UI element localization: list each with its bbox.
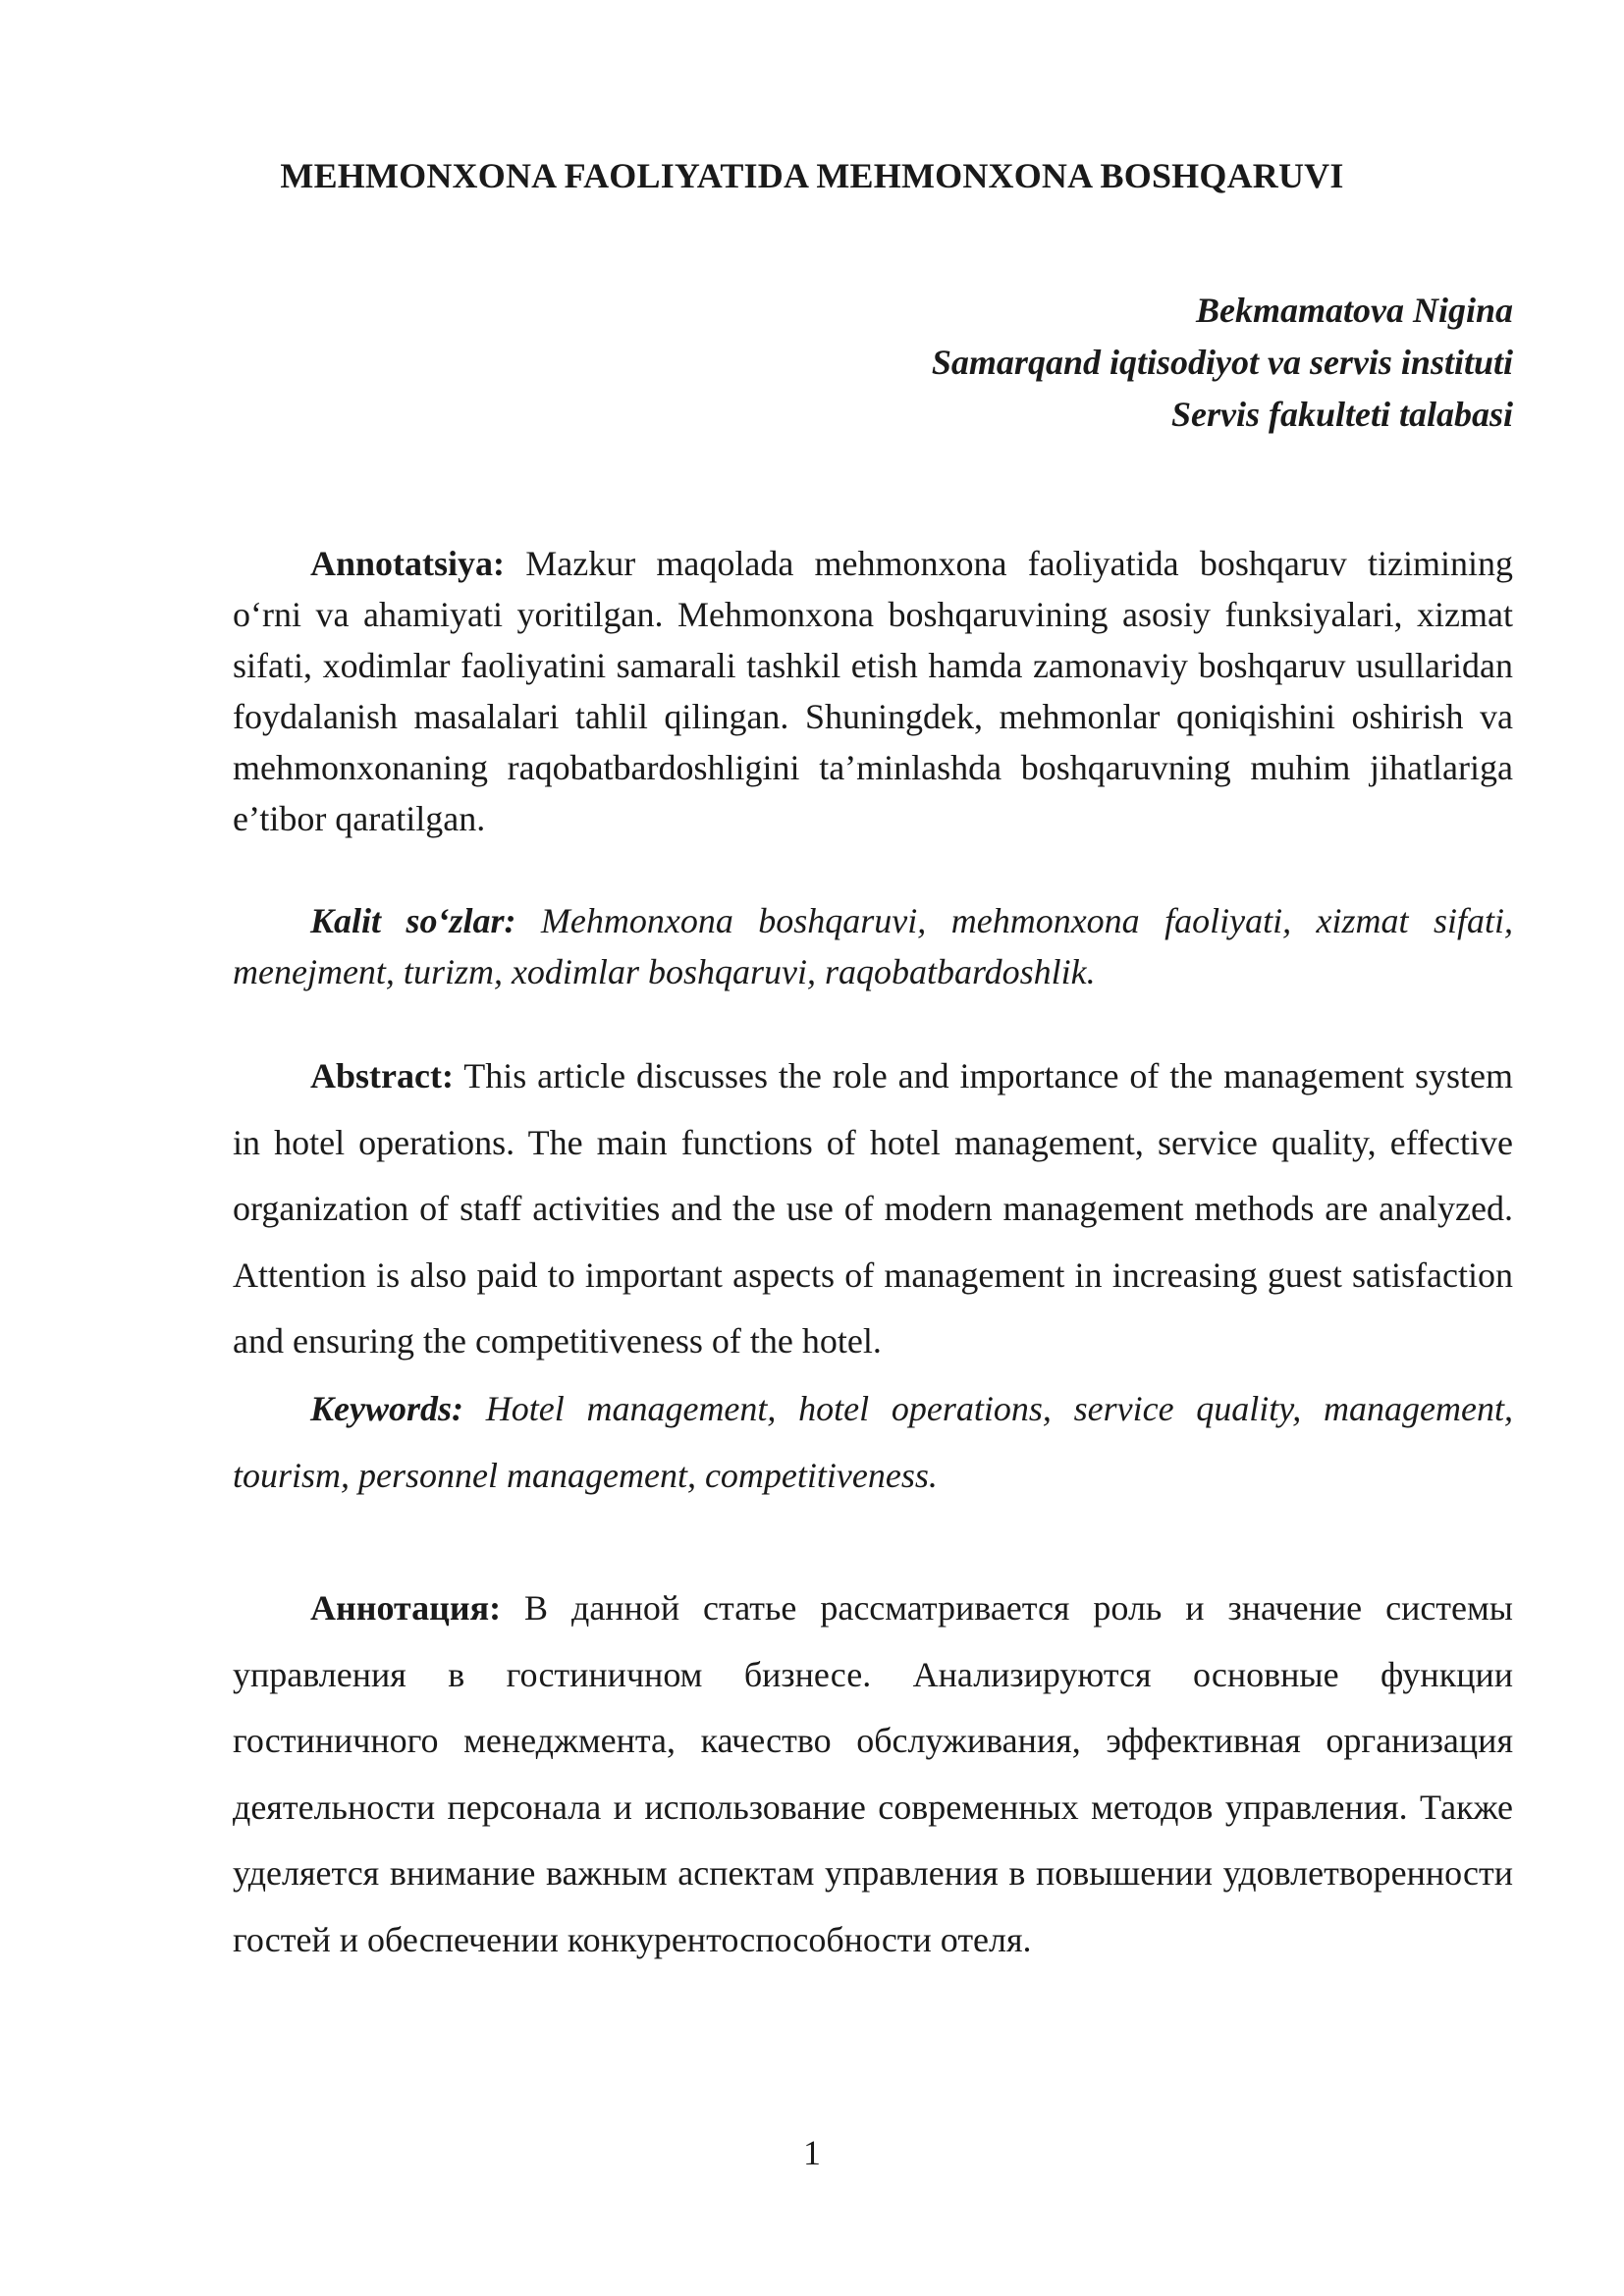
abstract-en-label: Abstract: [310, 1056, 454, 1095]
annotation-ru-paragraph [233, 1575, 1513, 1973]
author-position: Servis fakulteti talabasi [1170, 395, 1513, 434]
keywords-en-label: Keywords: [310, 1389, 463, 1428]
keywords-uz-text: Mehmonxona boshqaruvi, mehmonxona faoliyati, xizmat sifati, menejment, turizm, xodimlar boshqaruvi, raqobatbardoshlik. [233, 901, 1513, 991]
abstract-en-paragraph [233, 1043, 1513, 1375]
keywords-uz-label: Kalit so‘zlar: [310, 901, 516, 940]
keywords-en-paragraph [233, 1376, 1513, 1509]
author-block [932, 285, 1513, 441]
annotation-uz-label: Annotatsiya: [310, 544, 506, 583]
page-number: 1 [803, 2133, 821, 2172]
annotation-uz-paragraph [233, 538, 1513, 844]
keywords-en-text: Hotel management, hotel operations, service quality, management, tourism, personnel management, competitiveness. [233, 1389, 1513, 1495]
annotation-ru-label: Аннотация: [310, 1588, 502, 1628]
abstract-en-text: This article discusses the role and importance of the management system in hotel operations. The main functions of hotel management, service quality, effective organization of staff activities and the use of modern management methods are analyzed. Attention is also paid to important aspects of management in increasing guest satisfaction and ensuring the competitiveness of the hotel. [233, 1056, 1513, 1361]
author-institution: Samarqand iqtisodiyot va servis instituti [931, 343, 1513, 382]
paper-title: MEHMONXONA FAOLIYATIDA MEHMONXONA BOSHQARUVI [280, 156, 1344, 195]
author-name: Bekmamatova Nigina [1196, 291, 1513, 330]
annotation-uz-text: Mazkur maqolada mehmonxona faoliyatida boshqaruv tizimining o‘rni va ahamiyati yoritilgan. Mehmonxona boshqaruvining asosiy funksiyalari, xizmat sifati, xodimlar faoliyatini samarali tashkil etish hamda zamonaviy boshqaruv usullaridan foydalanish masalalari tahlil qilingan. Shuningdek, mehmonlar qoniqishini oshirish va mehmonxonaning raqobatbardoshligini ta’minlashda boshqaruvning muhim jihatlariga e’tibor qaratilgan. [233, 544, 1513, 838]
keywords-uz-paragraph [233, 895, 1513, 997]
annotation-ru-text: В данной статье рассматривается роль и значение системы управления в гостиничном бизнесе. Анализируются основные функции гостиничного менеджмента, качество обслуживания, эффективная организация деятельности персонала и использование современных методов управления. Также уделяется внимание важным аспектам управления в повышении удовлетворенности гостей и обеспечении конкурентоспособности отеля. [233, 1588, 1513, 1959]
